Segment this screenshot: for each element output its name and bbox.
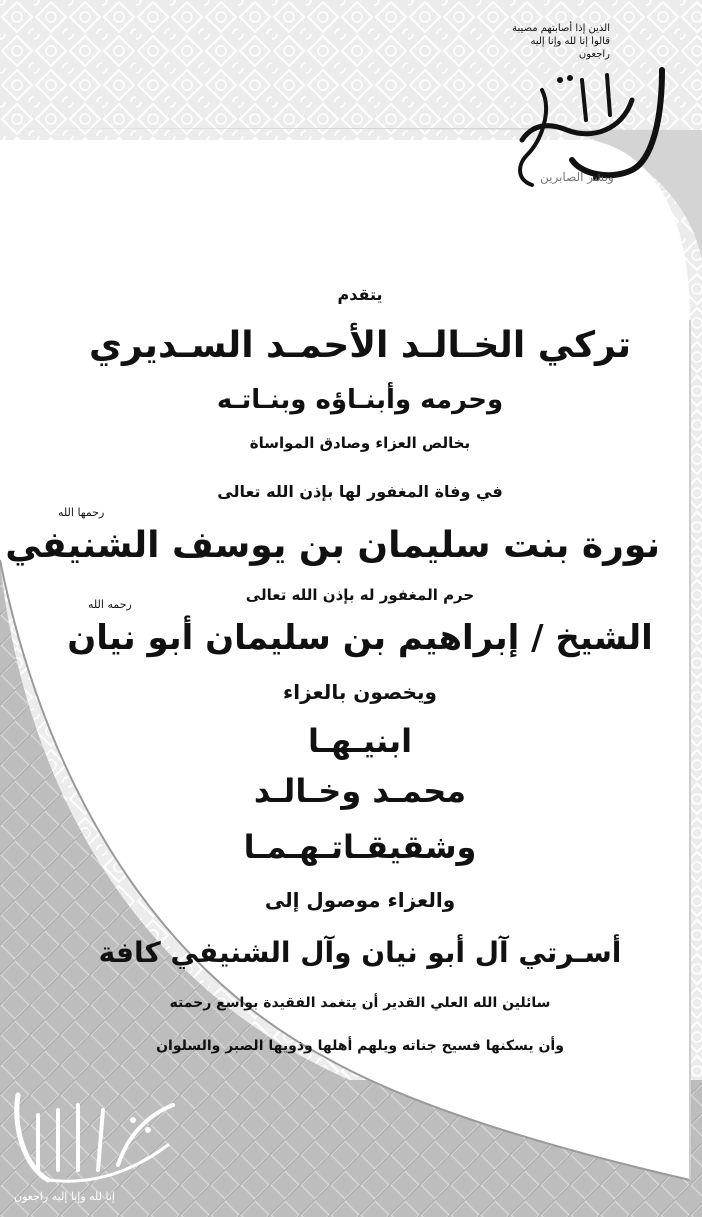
sender-family: وحرمه وأبنـاؤه وبنـاتـه [216, 385, 504, 415]
deceased-prayer: رحمها الله [58, 506, 105, 519]
deceased-name: نورة بنت سليمان بن يوسف الشنيفي [5, 525, 660, 566]
extended-condolence: والعزاء موصول إلى [264, 888, 456, 912]
sisters-line: وشقيقـاتـهـمـا [243, 828, 477, 866]
husband-name: الشيخ / إبراهيم بن سليمان أبو نيان [67, 618, 653, 658]
header-verse-line2: قالوا إنا لله وإنا إليه راجعون [530, 36, 610, 60]
header-verse [500, 22, 610, 61]
footer-calligraphy: إنا لله وإنا إليه راجعون [14, 1190, 115, 1203]
special-condolence: ويخصون بالعزاء [283, 680, 437, 704]
header-verse-line1: الذين إذا أصابتهم مصيبة [512, 23, 610, 34]
intro-text: يتقدم [337, 285, 383, 304]
sons-label: ابنيـهـا [307, 722, 413, 760]
death-of-line: في وفاة المغفور لها بإذن الله تعالى [217, 482, 503, 501]
families-line: أسـرتي آل أبو نيان وآل الشنيفي كافة [98, 936, 622, 969]
sons-names: محمـد وخـالـد [253, 772, 467, 810]
header-calligraphy: وبشر الصابرين [540, 170, 614, 184]
husband-intro: حرم المغفور له بإذن الله تعالى [245, 586, 475, 604]
prayer-line-2: وأن يسكنها فسيح جناته ويلهم أهلها وذويها الصبر والسلوان [156, 1038, 564, 1054]
sender-name: تركي الخـالـد الأحمـد السـديري [89, 325, 631, 366]
husband-prayer: رحمه الله [88, 598, 132, 611]
condolence-line: بخالص العزاء وصادق المواساة [249, 434, 471, 452]
prayer-line-1: سائلين الله العلي القدير أن يتغمد الفقيدة بواسع رحمته [169, 995, 551, 1011]
footer-calligraphy-art [8, 1075, 183, 1195]
